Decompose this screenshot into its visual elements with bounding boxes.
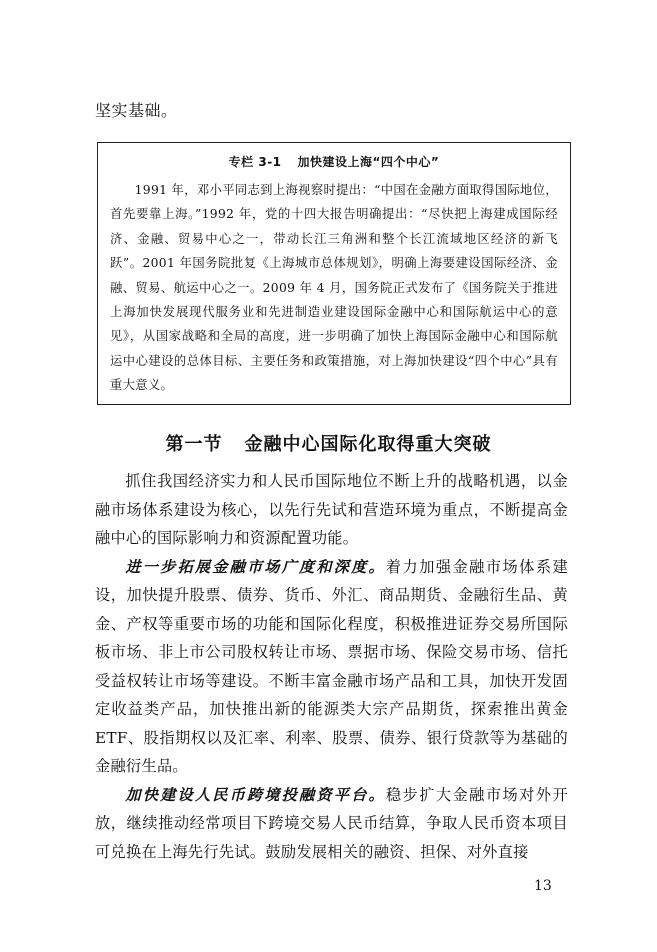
main-text <box>95 467 568 866</box>
paragraph-intro <box>95 467 568 553</box>
section-title: 金融中心国际化取得重大突破 <box>244 434 492 455</box>
paragraph-market-depth <box>95 553 568 781</box>
section-number: 第一节 <box>165 434 223 455</box>
paragraph-rmb-platform <box>95 781 568 867</box>
sidebar-title-text: 加快建设上海“四个中心” <box>297 155 440 169</box>
paragraph-text: 着力加强金融市场体系建设，加快提升股票、债券、货币、外汇、商品期货、金融衍生品、黄金、产权等重要市场的功能和国际化程度，积极推进证券交易所国际板市场、非上市公司股权转让市场、票据市场、保险交易市场、信托受益权转让市场等建设。不断丰富金融市场产品和工具，加快开发固定收益类产品，加快推出新的能源类大宗产品期货，探索推出黄金 ETF、股指期权以及汇率、利率、股票、债券、银行贷款等为基础的金融衍生品。 <box>95 557 568 775</box>
paragraph-text: 稳步扩大金融市场对外开放，继续推动经常项目下跨境交易人民币结算，争取人民币资本项目可兑换在上海先行先试。鼓励发展相关的融资、担保、对外直接 <box>95 785 568 861</box>
paragraph-lead: 进一步拓展金融市场广度和深度。 <box>125 557 386 576</box>
sidebar-body: 1991 年，邓小平同志到上海视察时提出：“中国在金融方面取得国际地位，首先要靠上海。”1992 年，党的十四大报告明确提出：“尽快把上海建成国际经济、金融、贸易中心之一，带动长江三角洲和整个长江流域地区经济的新飞跃”。2001 年国务院批复《上海城市总体规划》，明确上海要建设国际经济、金融、贸易、航运中心之一。2009 年 4 月，国务院正式发布了《国务院关于推进上海加快发展现代服务业和先进制造业建设国际金融中心和国际航运中心的意见》，从国家战略和全局的高度，进一步明确了加快上海国际金融中心和国际航运中心建设的总体目标、主要任务和政策措施，对上海加快建设“四个中心”具有重大意义。 <box>110 183 558 393</box>
opening-text: 坚实基础。 <box>95 101 178 120</box>
paragraph-text: 抓住我国经济实力和人民币国际地位不断上升的战略机遇，以金融市场体系建设为核心，以先行先试和营造环境为重点，不断提高金融中心的国际影响力和资源配置功能。 <box>95 472 568 547</box>
section-heading <box>0 430 657 456</box>
sidebar-box <box>97 142 571 405</box>
page-number: 13 <box>534 878 552 894</box>
paragraph-lead: 加快建设人民币跨境投融资平台。 <box>125 785 386 804</box>
sidebar-label: 专栏 3-1 <box>228 155 282 169</box>
sidebar-title <box>110 153 558 170</box>
